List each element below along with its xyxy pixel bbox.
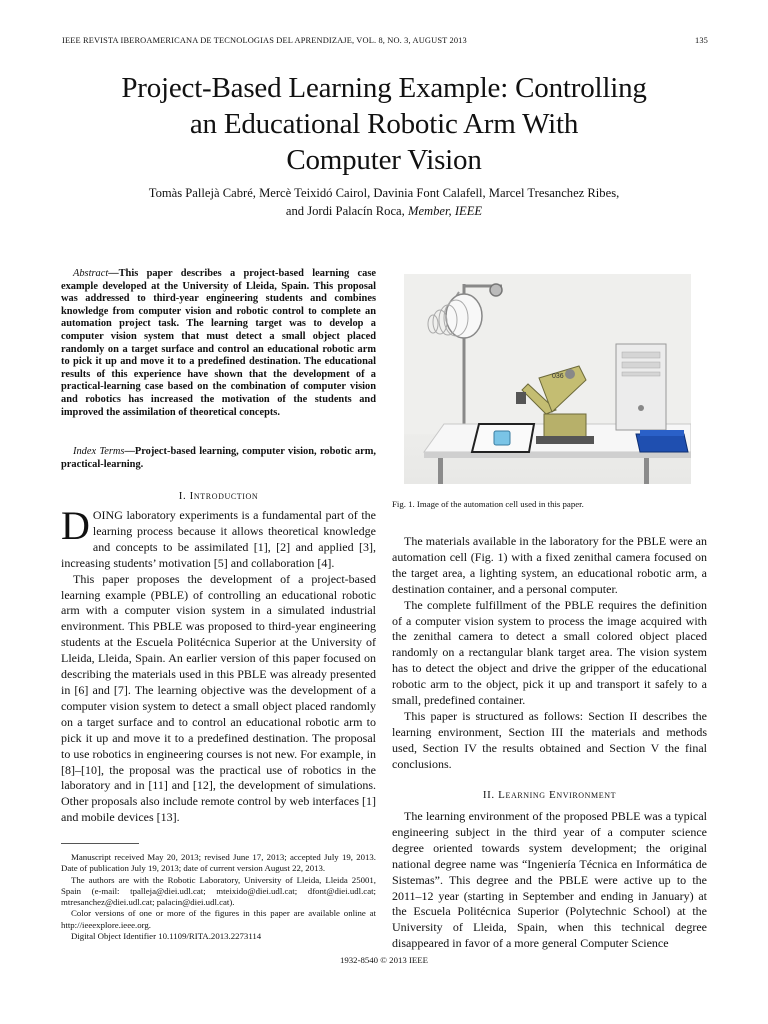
author-line: Tomàs Pallejà Cabré, Mercè Teixidó Cairol, Davinia Font Calafell, Marcel Tresanchez Ribes, [148, 186, 620, 200]
introduction-body [61, 503, 376, 826]
paragraph [61, 503, 376, 572]
abstract-dash: — [108, 268, 119, 279]
footnote: Digital Object Identifier 10.1109/RITA.2013.2273114 [71, 931, 262, 942]
paragraph: The learning environment of the proposed PBLE was a typical engineering subject in the third year of a computer science degree oriented towards system development; the original national degree name was “Ingeniería Técnica en Informática de Sistemas”. This degree and the PBLE were active up to the 2011–12 year (starting in September and ending in January) at the Escuela Politécnica Superior (Polytechnic School) at the University of Lleida, Spain, when this technical degree disappeared in favor of a more general Computer Science [392, 809, 707, 951]
first-word-rest: OING [92, 508, 123, 522]
title-line: Project-Based Learning Example: Controlling [121, 72, 647, 104]
page-number: 135 [694, 36, 708, 45]
index-terms-dash: — [124, 446, 135, 457]
abstract-label: Abstract [73, 268, 109, 279]
footnote-rule [61, 843, 139, 844]
abstract-text: This paper describes a project-based learning case example developed at the University of Lleida, Spain. This proposal was addressed to third-year engineering students and combines knowledge from computer vision and robotic control to complete an automation project task. The learning target was to develop a computer vision system that must detect a small object placed randomly on a target surface and control an educational robotic arm to pick it up and move it to a predefined destination. The educational results of this experience have shown that the development of a practical-learning case based on the combination of computer vision and robotics has increased the motivation of the students and improved the assimilation of theoretical concepts. [61, 268, 376, 418]
journal-name: IEEE REVISTA IBEROAMERICANA DE TECNOLOGIAS DEL APRENDIZAJE, VOL. 8, NO. 3, AUGUST 2013 [62, 36, 467, 45]
arm-label: 036 [552, 373, 564, 380]
index-terms-label: Index Terms [73, 446, 125, 457]
footnote: Manuscript received May 20, 2013; revised June 17, 2013; accepted July 19, 2013. Date of publication July 19, 2013; date of current version August 22, 2013. [61, 852, 376, 874]
learning-environment-body [392, 809, 707, 952]
footnotes [61, 852, 376, 942]
abstract [61, 268, 376, 419]
section-heading-introduction: I. Introduction [178, 490, 259, 502]
author-list [40, 184, 728, 220]
section-heading-learning-environment: II. Learning Environment [482, 789, 617, 801]
author-line-prefix: and Jordi Palacín Roca, [285, 204, 408, 218]
figure-caption: Fig. 1. Image of the automation cell used in this paper. [392, 499, 584, 509]
author-line [40, 202, 728, 220]
paragraph: The materials available in the laboratory for the PBLE were an automation cell (Fig. 1) with a fixed zenithal camera focused on the target area, a lighting system, an educational robotic arm, a destination container, and a personal computer. [392, 534, 707, 596]
footnote: Color versions of one or more of the figures in this paper are available online at http://ieeexplore.ieee.org. [61, 908, 376, 930]
right-column-body [392, 534, 707, 773]
paragraph: This paper proposes the development of a project-based learning example (PBLE) of controlling an educational robotic arm with a computer vision system in a simulated industrial environment. This PBLE was proposed to third-year engineering students at the Escuela Politécnica Superior at the University of Lleida, Lleida, Spain. An earlier version of this paper focused on describing the materials used in this PBLE was already presented in [6] and [7]. The learning objective was the development of a computer vision system to detect a small object placed randomly on a target surface and to control an educational robotic arm to pick it up and move it to a predefined destination. The proposal to use robotics in engineering courses is not new. For example, in [8]–[10], the proposal was the practical use of robotics in the laboratory and in [11] and [12], the development of simulations. Other proposals also include remote control by web interfaces [1] and mobile devices [13]. [61, 571, 376, 825]
footnote: The authors are with the Robotic Laboratory, University of Lleida, Lleida 25001, Spain (e-mail: tpalleja@diei.udl.cat; mteixido@diei.udl.cat; dfont@diei.udl.cat; mtresanchez@diei.udl.cat; palacin@diei.udl.cat). [61, 874, 376, 908]
computer-tower [616, 344, 666, 430]
member-ieee: Member, IEEE [407, 204, 483, 218]
copyright-footer: 1932-8540 © 2013 IEEE [339, 955, 429, 965]
paragraph: The complete fulfillment of the PBLE requires the definition of a computer vision system to process the image acquired with the zenithal camera to detect a small colored object placed randomly on a rectangular blank target area. The vision system has to detect the object and drive the gripper of the educational robotic arm to the object, pick it up and transport it safely to a small, predefined container. [392, 597, 707, 708]
drop-cap: D [61, 503, 90, 548]
index-terms-text: Project-based learning, computer vision, robotic arm, practical-learning. [61, 446, 376, 470]
paper-title [40, 70, 728, 178]
automation-cell-photo [404, 274, 691, 484]
running-header [62, 36, 708, 45]
title-line: an Educational Robotic Arm With [189, 108, 579, 140]
index-terms [61, 446, 376, 471]
paragraph-text: laboratory experiments is a fundamental part of the learning process because it allows theoretical knowledge and concepts to be assimilated [1], [2] and applied [3], increasing students’ motivation [5] and collaboration [4]. [61, 508, 376, 570]
figure-automation-cell [404, 274, 691, 484]
title-line: Computer Vision [286, 144, 482, 176]
paragraph: This paper is structured as follows: Section II describes the learning environment, Section III the materials and methods used, Section IV the results obtained and Section V the final conclusions. [392, 708, 707, 771]
